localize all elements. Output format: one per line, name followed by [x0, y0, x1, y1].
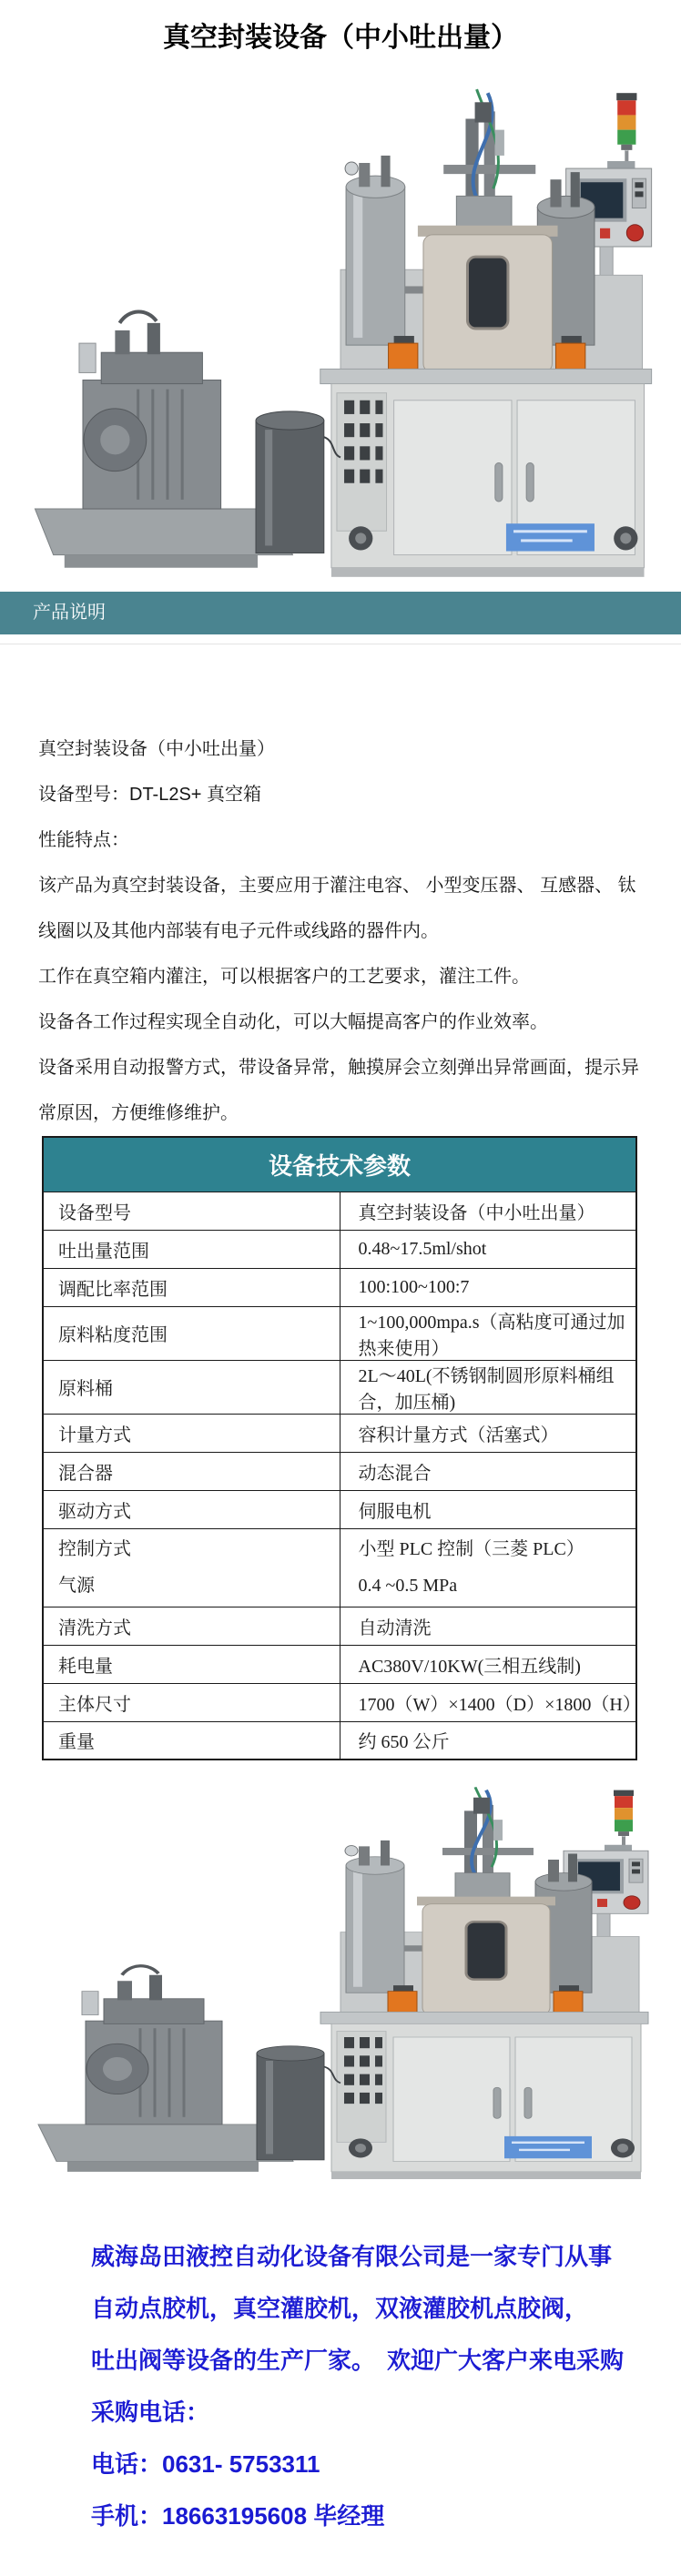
machine-photo-1 [0, 76, 681, 592]
spec-label-cell: 重量 [43, 1721, 340, 1760]
spec-value-cell: 2L～40L(不锈钢制圆形原料桶组合，加压桶) [340, 1360, 636, 1414]
spec-value-line: 小型 PLC 控制（三菱 PLC） [358, 1539, 584, 1559]
table-row [43, 1360, 636, 1414]
table-row [43, 1414, 636, 1452]
spec-label-cell [43, 1528, 340, 1607]
spec-label-cell: 调配比率范围 [43, 1268, 340, 1306]
spec-value-cell: 1~100,000mpa.s（高粘度可通过加热来使用） [340, 1306, 636, 1360]
section-banner-label: 产品说明 [33, 603, 106, 623]
spec-table-header-row [43, 1137, 636, 1192]
spec-value-cell: 动态混合 [340, 1452, 636, 1490]
spec-value-cell [340, 1528, 636, 1607]
description-line: 真空封装设备（中小吐出量） [38, 739, 275, 759]
spec-value-cell: 真空封装设备（中小吐出量） [340, 1192, 636, 1230]
spec-label-cell: 清洗方式 [43, 1607, 340, 1645]
machine-photo-2 [0, 1777, 681, 2191]
spec-value-cell: AC380V/10KW(三相五线制) [340, 1645, 636, 1683]
table-row [43, 1490, 636, 1528]
spec-label-cell: 混合器 [43, 1452, 340, 1490]
table-row [43, 1528, 636, 1607]
description-line: 性能特点： [38, 830, 129, 850]
footer-line: 威海岛田液控自动化设备有限公司是一家专门从事 [91, 2243, 613, 2270]
footer-line: 吐出阀等设备的生产厂家。 欢迎广大客户来电采购 [91, 2347, 625, 2374]
company-footer [0, 2231, 681, 2542]
spec-label-cell: 原料粘度范围 [43, 1306, 340, 1360]
spec-table-title: 设备技术参数 [43, 1137, 636, 1192]
machine-illustration-icon [26, 76, 655, 592]
spec-label-cell: 耗电量 [43, 1645, 340, 1683]
table-row [43, 1645, 636, 1683]
footer-line: 自动点胶机，真空灌胶机，双液灌胶机点胶阀， [91, 2295, 589, 2322]
description-line: 常原因，方便维修维护。 [38, 1103, 239, 1123]
spec-label-cell: 吐出量范围 [43, 1230, 340, 1268]
table-row [43, 1306, 636, 1360]
spec-label-line: 控制方式 [58, 1539, 131, 1559]
table-row [43, 1192, 636, 1230]
description-line: 工作在真空箱内灌注，可以根据客户的工艺要求，灌注工件。 [38, 967, 530, 987]
description-line: 该产品为真空封装设备，主要应用于灌注电容、 小型变压器、 互感器、 钛 [38, 876, 636, 896]
description-line: 设备采用自动报警方式，带设备异常，触摸屏会立刻弹出异常画面，提示异 [38, 1058, 639, 1078]
table-row [43, 1268, 636, 1306]
spec-value-cell: 0.48~17.5ml/shot [340, 1230, 636, 1268]
table-row [43, 1683, 636, 1721]
description-line: 线圈以及其他内部装有电子元件或线路的器件内。 [38, 921, 439, 941]
description-line: 设备各工作过程实现全自动化，可以大幅提高客户的作业效率。 [38, 1012, 548, 1032]
table-row [43, 1452, 636, 1490]
spec-label-cell: 设备型号 [43, 1192, 340, 1230]
spec-table [42, 1136, 641, 1760]
product-description [0, 726, 681, 1136]
spec-value-cell: 约 650 公斤 [340, 1721, 636, 1760]
description-line: 设备型号：DT-L2S+ 真空箱 [38, 785, 262, 805]
footer-mobile: 手机：18663195608 毕经理 [91, 2502, 385, 2530]
spec-value-cell: 100:100~100:7 [340, 1268, 636, 1306]
table-row [43, 1230, 636, 1268]
spec-value-cell: 容积计量方式（活塞式） [340, 1414, 636, 1452]
spec-value-cell: 1700（W）×1400（D）×1800（H） [340, 1683, 636, 1721]
page-title: 真空封装设备（中小吐出量） [163, 23, 518, 53]
table-row [43, 1607, 636, 1645]
spec-label-cell: 主体尺寸 [43, 1683, 340, 1721]
spec-value-cell: 自动清洗 [340, 1607, 636, 1645]
section-banner [0, 592, 681, 634]
footer-phone: 电话：0631- 5753311 [91, 2450, 320, 2478]
spec-label-cell: 计量方式 [43, 1414, 340, 1452]
footer-line: 采购电话： [91, 2399, 210, 2426]
machine-illustration-icon [31, 1777, 650, 2191]
spec-label-cell: 驱动方式 [43, 1490, 340, 1528]
spec-label-line: 气源 [58, 1576, 95, 1596]
table-row [43, 1721, 636, 1760]
spec-label-cell: 原料桶 [43, 1360, 340, 1414]
spec-value-cell: 伺服电机 [340, 1490, 636, 1528]
spec-value-line: 0.4 ~0.5 MPa [358, 1576, 458, 1596]
